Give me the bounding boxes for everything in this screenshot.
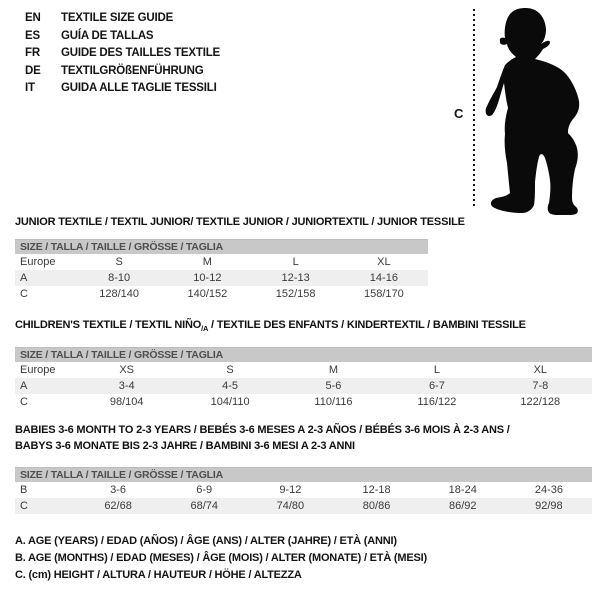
junior-section-title: JUNIOR TEXTILE / TEXTIL JUNIOR/ TEXTILE JUNIOR / JUNIORTEXTIL / JUNIOR TESSILE [15, 216, 465, 228]
cell-value: 74/80 [276, 500, 305, 512]
lang-code: EN [25, 12, 41, 24]
cell-value: 5-6 [325, 380, 342, 392]
cell-value: 10-12 [193, 272, 222, 284]
babies-size-table [15, 467, 592, 514]
cell-value: 24-36 [534, 484, 563, 496]
cell-value: 6-7 [428, 380, 445, 392]
row-label: C [20, 288, 28, 300]
cell-value: 8-10 [108, 272, 131, 284]
children-title-part: CHILDREN'S TEXTILE / TEXTIL NIÑO [15, 319, 202, 331]
lang-title: GUIDE DES TAILLES TEXTILE [61, 47, 220, 59]
cell-value: 9-12 [279, 484, 302, 496]
cell-value: 98/104 [109, 396, 144, 408]
note-age-years: A. AGE (YEARS) / EDAD (AÑOS) / ÂGE (ANS) / ALTER (JAHRE) / ETÀ (ANNI) [15, 535, 397, 547]
size-header-bar: SIZE / TALLA / TAILLE / GRÖSSE / TAGLIA [15, 467, 592, 482]
children-section-title [15, 319, 526, 331]
size-header-bar: SIZE / TALLA / TAILLE / GRÖSSE / TAGLIA [15, 347, 592, 362]
cell-value: 158/170 [363, 288, 404, 300]
cell-value: 7-8 [532, 380, 549, 392]
lang-title: TEXTILGRÖßENFÜHRUNG [61, 64, 204, 77]
table-row [15, 378, 592, 394]
row-label: C [20, 500, 28, 512]
lang-row-de [25, 63, 220, 81]
cell-value: 152/158 [275, 288, 316, 300]
babies-title-line1: BABIES 3-6 MONTH TO 2-3 YEARS / BEBÉS 3-6 MESES A 2-3 AÑOS / BÉBÉS 3-6 MOIS À 2-3 ANS / [15, 424, 510, 436]
cell-value: 92/98 [535, 500, 563, 512]
cell-value: 110/116 [314, 396, 353, 408]
cell-value: 68/74 [190, 500, 218, 512]
legend-notes [15, 533, 427, 585]
col-header-xl: XL [533, 364, 548, 376]
cell-value: 12-18 [362, 484, 391, 496]
lang-row-es [25, 28, 220, 46]
children-size-table [15, 347, 592, 410]
babies-title-line2: BABYS 3-6 MONATE BIS 2-3 JAHRE / BAMBINI 3-6 MESI A 2-3 ANNI [15, 439, 355, 452]
cell-value: 6-9 [196, 484, 213, 496]
lang-code: ES [25, 29, 40, 42]
col-header-m: M [202, 256, 212, 268]
lang-row-en [25, 10, 220, 28]
row-label: B [20, 484, 28, 496]
baby-silhouette-path [486, 8, 580, 215]
lang-code: FR [25, 47, 40, 59]
cell-value: 128/140 [99, 288, 139, 300]
table-row [15, 394, 592, 410]
table-row [15, 498, 592, 514]
cell-value: 86/92 [448, 500, 477, 512]
height-dashed-line [473, 9, 475, 209]
col-header-xs: XS [119, 364, 135, 376]
table-row [15, 270, 428, 286]
table-header-row [15, 254, 428, 270]
cell-value: 62/68 [104, 500, 132, 512]
cell-value: 4-5 [222, 380, 239, 392]
note-age-months: B. AGE (MONTHS) / EDAD (MESES) / ÂGE (MOIS) / ALTER (MONATE) / ETÀ (MESI) [15, 552, 427, 565]
lang-code: DE [25, 64, 41, 77]
lang-title: TEXTILE SIZE GUIDE [61, 12, 174, 24]
language-title-list [25, 10, 220, 98]
row-label: A [20, 272, 28, 284]
height-measure-label: C [454, 106, 464, 121]
cell-value: 12-13 [281, 272, 310, 284]
col-header-l: L [433, 364, 440, 376]
lang-code: IT [25, 82, 35, 94]
children-title-part: / TEXTILE DES ENFANTS / KINDERTEXTIL / BAMBINI TESSILE [208, 319, 526, 331]
table-header-row [15, 362, 592, 378]
baby-silhouette-image [478, 3, 596, 215]
cell-value: 104/110 [210, 396, 250, 408]
col-header-m: M [328, 364, 339, 376]
babies-section-title [15, 423, 590, 454]
cell-value: 140/152 [187, 288, 228, 300]
table-row [15, 286, 428, 302]
col-header-s: S [226, 364, 234, 376]
row-label: A [20, 380, 28, 392]
col-header-europe: Europe [20, 256, 56, 268]
lang-title: GUIDA ALLE TAGLIE TESSILI [61, 82, 217, 94]
row-label: C [20, 396, 28, 408]
cell-value: 3-4 [118, 380, 135, 392]
cell-value: 18-24 [448, 484, 477, 496]
lang-row-it [25, 80, 220, 98]
col-header-l: L [292, 256, 299, 268]
table-row [15, 482, 592, 498]
cell-value: 14-16 [369, 272, 398, 284]
cell-value: 80/86 [362, 500, 391, 512]
lang-row-fr [25, 45, 220, 63]
size-header-bar: SIZE / TALLA / TAILLE / GRÖSSE / TAGLIA [15, 239, 428, 254]
cell-value: 122/128 [520, 396, 561, 408]
col-header-europe: Europe [20, 364, 56, 376]
col-header-s: S [115, 256, 123, 268]
lang-title: GUÍA DE TALLAS [61, 29, 154, 42]
height-measure-figure [452, 0, 600, 220]
note-height-cm: C. (cm) HEIGHT / ALTURA / HAUTEUR / HÖHE / ALTEZZA [15, 569, 302, 582]
children-title-subscript: /A [201, 323, 209, 333]
junior-size-table [15, 239, 428, 302]
col-header-xl: XL [377, 256, 391, 268]
cell-value: 116/122 [417, 396, 457, 408]
cell-value: 3-6 [110, 484, 127, 496]
